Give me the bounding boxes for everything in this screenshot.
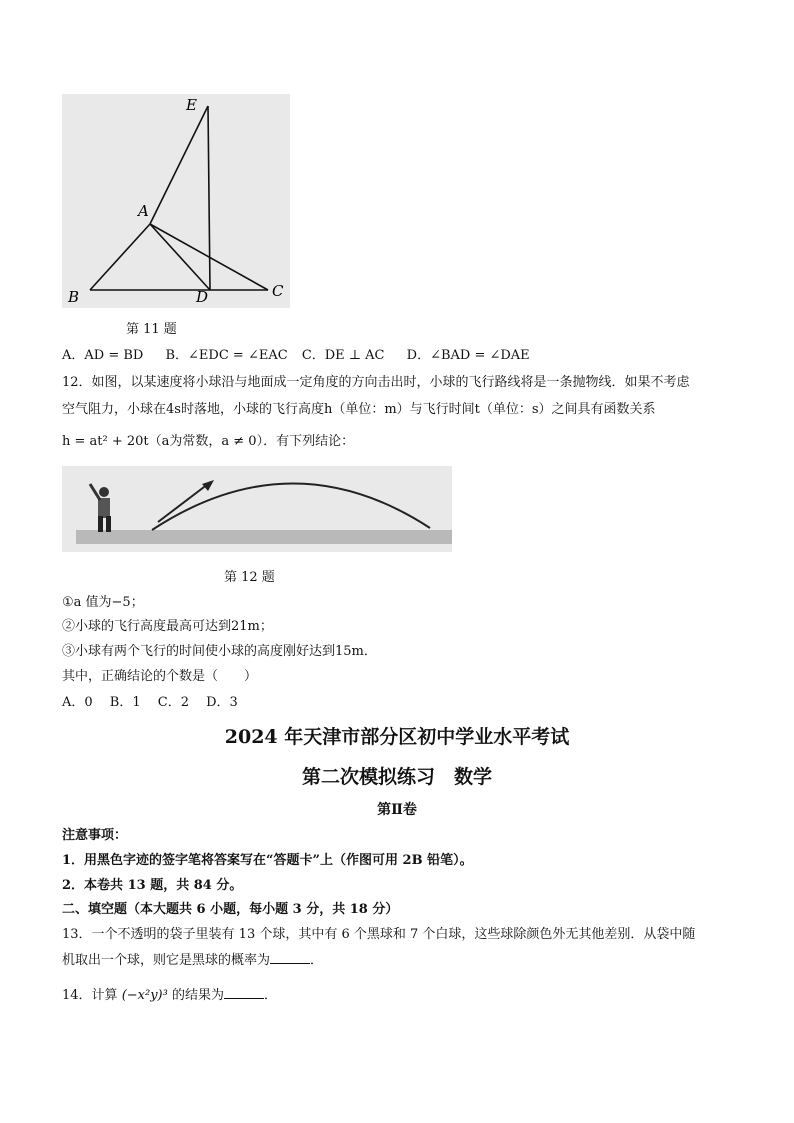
q12-stem-line2: 空气阻力，小球在4s时落地，小球的飞行高度h（单位：m）与飞行时间t（单位：s）之间具有函数关系 bbox=[62, 402, 656, 417]
notes-heading: 注意事项： bbox=[62, 828, 128, 843]
label-C: C bbox=[272, 282, 284, 300]
segment-AE bbox=[150, 106, 208, 224]
q12-question: 其中，正确结论的个数是（ ） bbox=[62, 669, 258, 684]
label-A: A bbox=[138, 202, 149, 220]
q12-conclusion-1: ①a 值为−5； bbox=[62, 595, 144, 610]
q14-expression: (−x²y)³ bbox=[121, 988, 168, 1003]
exam-subtitle: 第二次模拟练习 数学 bbox=[301, 766, 492, 788]
q11-option-c: C．DE ⊥ AC bbox=[301, 348, 385, 363]
label-D: D bbox=[196, 288, 209, 306]
q13-line1: 13．一个不透明的袋子里装有 13 个球，其中有 6 个黑球和 7 个白球，这些球除颜色外无其他差别．从袋中随 bbox=[62, 927, 696, 942]
q11-options bbox=[62, 344, 530, 363]
q13-end: ． bbox=[310, 953, 324, 968]
q11-figure bbox=[62, 94, 290, 308]
segment-ED bbox=[208, 106, 210, 290]
golfer-icon bbox=[90, 484, 111, 532]
q12-caption: 第 12 题 bbox=[224, 570, 275, 585]
q11-option-d: D．∠BAD = ∠DAE bbox=[406, 348, 530, 363]
label-B: B bbox=[68, 288, 80, 306]
q14-end: ． bbox=[263, 988, 277, 1003]
q12-conclusion-3: ③小球有两个飞行的时间使小球的高度刚好达到15m． bbox=[62, 644, 377, 659]
q12-stem-line3: h = at² + 20t（a为常数，a ≠ 0）．有下列结论： bbox=[62, 434, 355, 449]
q11-option-a: A．AD = BD bbox=[62, 348, 144, 363]
label-E: E bbox=[186, 96, 197, 114]
q14-line bbox=[62, 984, 277, 1003]
q13-text: 机取出一个球，则它是黑球的概率为 bbox=[62, 953, 271, 968]
q13-answer-blank bbox=[270, 951, 310, 964]
q14-text-after: 的结果为 bbox=[171, 988, 224, 1003]
arrowhead-icon bbox=[202, 480, 214, 491]
section-2-heading: 二、填空题（本大题共 6 小题，每小题 3 分，共 18 分） bbox=[62, 902, 399, 917]
q13-line2 bbox=[62, 949, 323, 968]
q14-text-before: 14．计算 bbox=[62, 988, 118, 1003]
ground bbox=[76, 530, 452, 544]
q11-caption: 第 11 题 bbox=[126, 322, 177, 337]
triangle-diagram bbox=[62, 94, 290, 308]
trajectory-parabola bbox=[152, 483, 430, 530]
notes-item-2: 2．本卷共 13 题，共 84 分。 bbox=[62, 878, 243, 893]
q12-options: A．0 B．1 C．2 D．3 bbox=[62, 695, 238, 710]
segment-BA bbox=[90, 224, 150, 290]
q12-conclusion-2: ②小球的飞行高度最高可达到21m； bbox=[62, 619, 273, 634]
q12-figure bbox=[62, 466, 452, 552]
volume-label: 第Ⅱ卷 bbox=[377, 802, 417, 818]
exam-title: 2024 年天津市部分区初中学业水平考试 bbox=[224, 726, 570, 748]
notes-item-1: 1．用黑色字迹的签字笔将答案写在“答题卡”上（作图可用 2B 铅笔）。 bbox=[62, 853, 473, 868]
q11-option-b: B．∠EDC = ∠EAC bbox=[165, 348, 288, 363]
golf-trajectory-diagram bbox=[62, 466, 452, 552]
q12-stem-line1: 12．如图，以某速度将小球沿与地面成一定角度的方向击出时，小球的飞行路线将是一条抛物线．如果不考虑 bbox=[62, 375, 690, 390]
q14-answer-blank bbox=[224, 986, 264, 999]
segment-AD bbox=[150, 224, 210, 290]
